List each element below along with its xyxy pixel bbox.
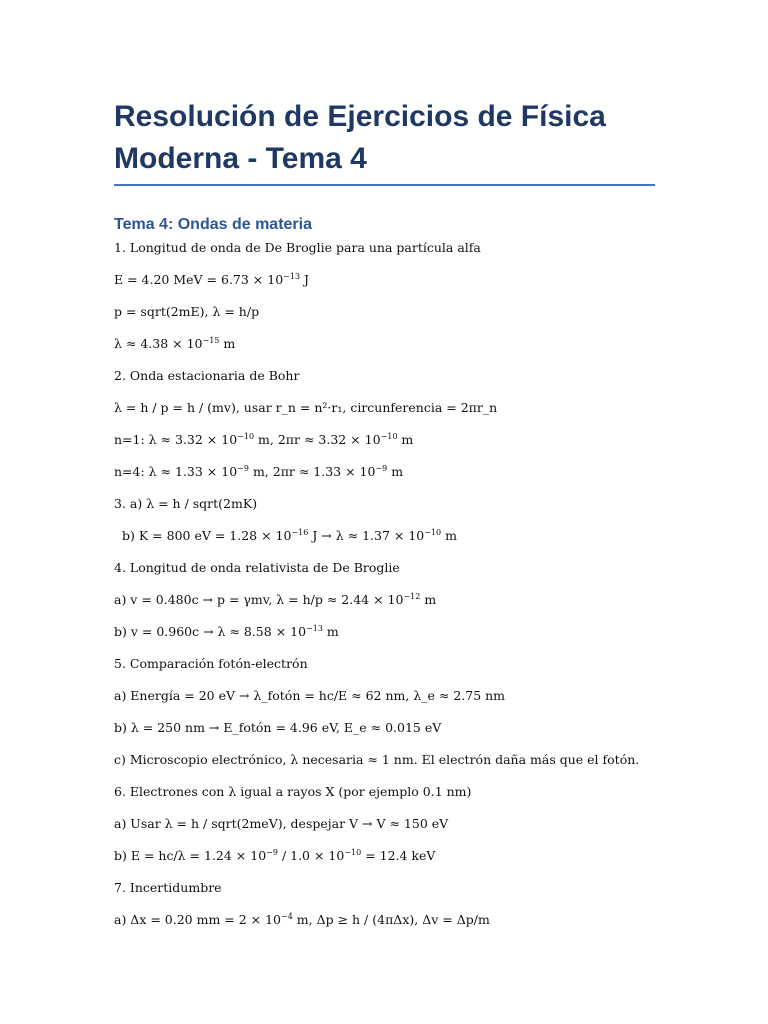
text-segment: m, 2πr ≈ 3.32 × 10 <box>254 432 381 447</box>
text-line: 4. Longitud de onda relativista de De Broglie <box>114 560 400 575</box>
document-title <box>114 96 654 180</box>
text-line: 1. Longitud de onda de De Broglie para una partícula alfa <box>114 240 481 255</box>
text-line: 5. Comparación fotón-electrón <box>114 656 308 671</box>
text-segment: = 12.4 keV <box>361 848 436 863</box>
text-line <box>114 335 654 367</box>
text-segment: a) v = 0.480c → p = γmv, λ = h/p ≈ 2.44 × 10 <box>114 592 404 607</box>
text-line <box>114 527 654 559</box>
text-line <box>114 463 654 495</box>
text-segment: a) Δx = 0.20 mm = 2 × 10 <box>114 912 282 927</box>
text-line <box>114 911 654 943</box>
text-segment: b) K = 800 eV = 1.28 × 10 <box>122 528 292 543</box>
exponent: −10 <box>237 432 255 441</box>
text-line: a) Usar λ = h / sqrt(2meV), despejar V → V ≈ 150 eV <box>114 816 449 831</box>
text-line <box>114 623 654 655</box>
text-segment: m <box>322 624 339 639</box>
text-segment: / 1.0 × 10 <box>277 848 345 863</box>
exponent: −12 <box>403 592 421 601</box>
exponent: −9 <box>237 464 249 473</box>
text-segment: m <box>441 528 457 543</box>
text-segment: J <box>300 272 310 287</box>
exponent: −10 <box>424 528 442 537</box>
text-line <box>114 271 654 303</box>
text-line: 6. Electrones con λ igual a rayos X (por ejemplo 0.1 nm) <box>114 784 472 799</box>
text-segment: λ ≈ 4.38 × 10 <box>114 336 203 351</box>
text-line <box>114 431 654 463</box>
exponent: −9 <box>375 464 388 473</box>
text-segment: E = 4.20 MeV = 6.73 × 10 <box>114 272 284 287</box>
exponent: −15 <box>202 336 220 345</box>
text-segment: b) E = hc/λ = 1.24 × 10 <box>114 848 267 863</box>
title-divider <box>114 184 655 186</box>
text-line: 3. a) λ = h / sqrt(2mK) <box>114 496 258 511</box>
text-segment: m <box>420 592 437 607</box>
text-segment: J → λ ≈ 1.37 × 10 <box>308 528 425 543</box>
text-line: 2. Onda estacionaria de Bohr <box>114 368 300 383</box>
text-line: 7. Incertidumbre <box>114 880 222 895</box>
text-segment: m, Δp ≥ h / (4πΔx), Δv = Δp/m <box>292 912 490 927</box>
title-line-1: Resolución de Ejercicios de Física <box>114 100 606 133</box>
exponent: −10 <box>344 848 362 857</box>
exponent: −10 <box>380 432 398 441</box>
text-segment: b) v = 0.960c → λ ≈ 8.58 × 10 <box>114 624 307 639</box>
text-line <box>114 591 654 623</box>
exponent: −9 <box>266 848 278 857</box>
exponent: −16 <box>291 528 309 537</box>
text-line: p = sqrt(2mE), λ = h/p <box>114 304 260 319</box>
exponent: −13 <box>283 272 301 281</box>
text-line <box>114 847 654 879</box>
exponent: −4 <box>281 912 293 921</box>
exponent: −13 <box>306 624 323 633</box>
text-segment: n=1: λ ≈ 3.32 × 10 <box>114 432 238 447</box>
text-segment: n=4: λ ≈ 1.33 × 10 <box>114 464 238 479</box>
text-segment: m <box>219 336 236 351</box>
text-line: λ = h / p = h / (mv), usar r_n = n²·r₁, circunferencia = 2πr_n <box>114 400 498 415</box>
document-page <box>114 96 654 943</box>
title-line-2: Moderna - Tema 4 <box>114 142 367 175</box>
text-segment: m, 2πr ≈ 1.33 × 10 <box>248 464 376 479</box>
section-heading: Tema 4: Ondas de materia <box>114 216 312 233</box>
exercise-lines <box>114 239 654 943</box>
text-line: c) Microscopio electrónico, λ necesaria ≈ 1 nm. El electrón daña más que el fotón. <box>114 752 640 767</box>
text-segment: m <box>397 432 414 447</box>
text-line: b) λ = 250 nm → E_fotón = 4.96 eV, E_e ≈ 0.015 eV <box>114 720 442 735</box>
text-segment: m <box>387 464 404 479</box>
text-line: a) Energía = 20 eV → λ_fotón = hc/E ≈ 62 nm, λ_e ≈ 2.75 nm <box>114 688 506 703</box>
